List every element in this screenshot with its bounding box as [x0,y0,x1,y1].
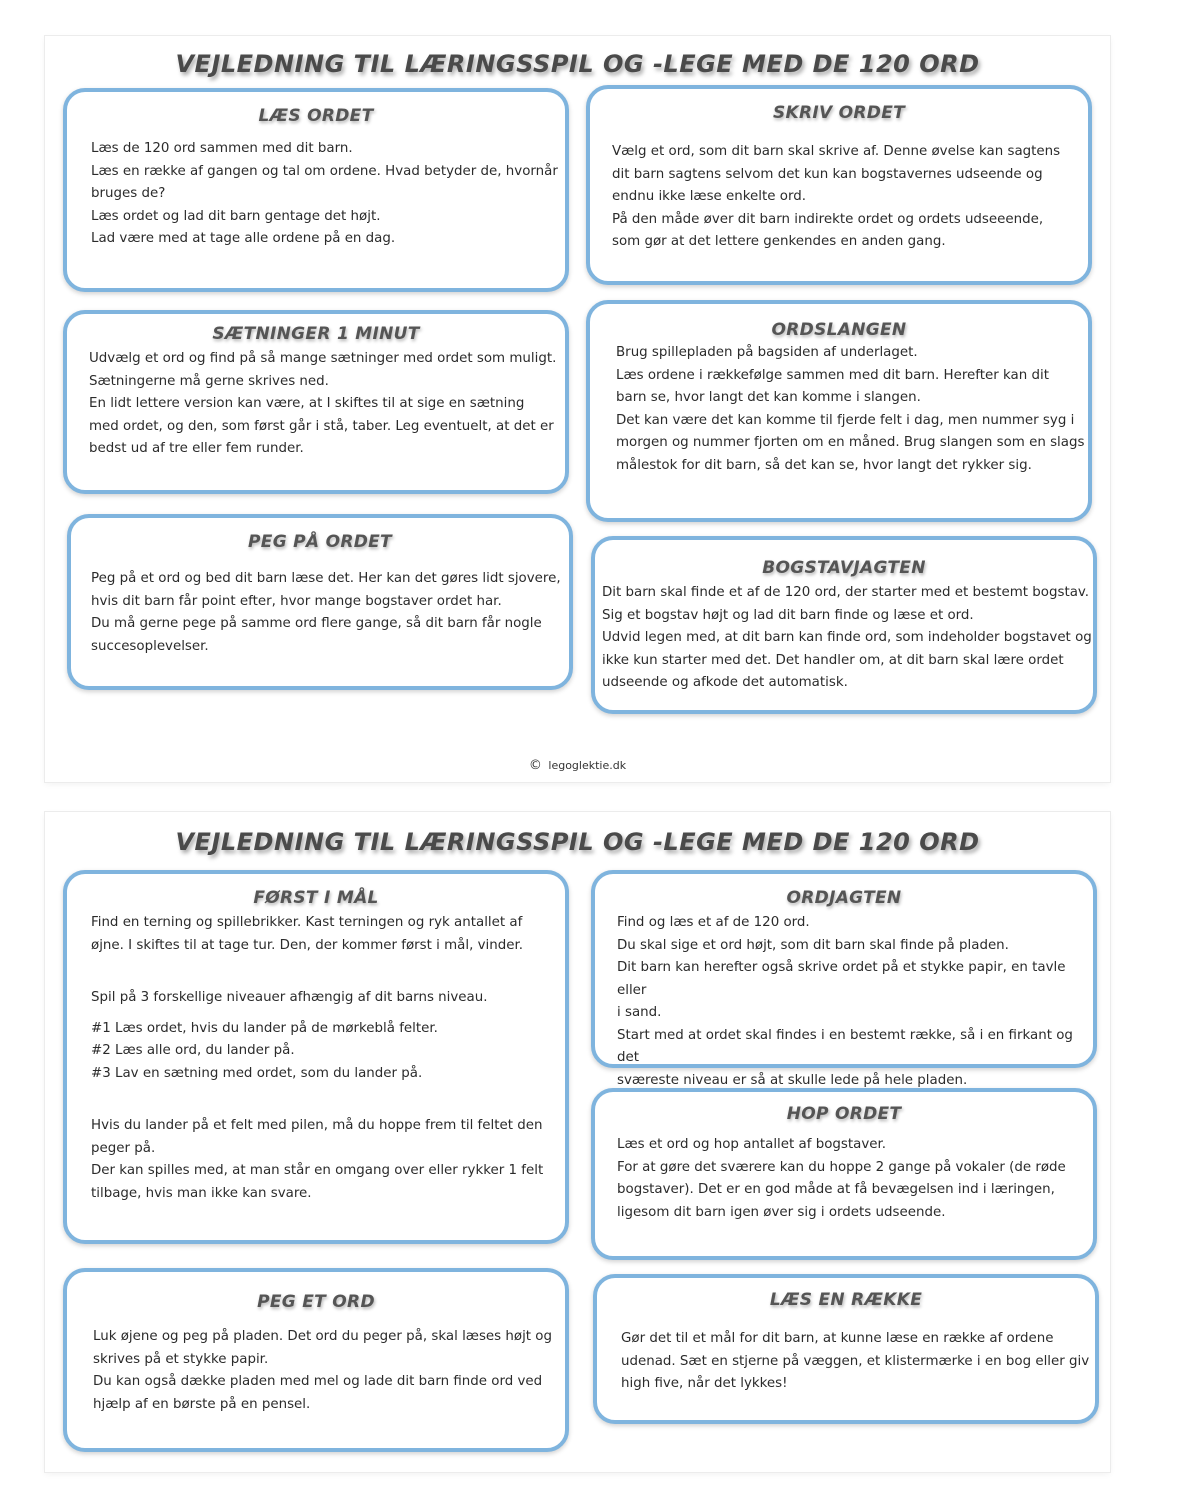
copyright-icon: © [528,758,542,773]
card-title: PEG PÅ ORDET [248,532,392,552]
card-line: målestok for dit barn, så det kan se, hvor langt det rykker sig. [616,457,1032,473]
guide-page-2 [45,812,1110,1472]
card-line: Gør det til et mål for dit barn, at kunne læse en række af ordene [621,1331,1054,1346]
card-title: BOGSTAVJAGTEN [762,558,926,578]
card-title: ORDJAGTEN [786,888,902,908]
card-title: SÆTNINGER 1 MINUT [212,324,420,344]
card-body [71,552,569,658]
card-line: Læs et ord og hop antallet af bogstaver. [617,1137,887,1152]
card-line: Du må gerne pege på samme ord flere gange, så dit barn får nogle [91,616,542,631]
card-bogstavjagten [591,536,1097,714]
card-line: high five, når det lykkes! [621,1376,788,1391]
card-line: succesoplevelser. [91,638,209,654]
card-body [595,578,1093,695]
card-line: tilbage, hvis man ikke kan svare. [91,1185,312,1201]
card-line: På den måde øver dit barn indirekte ordet og ordets udseeende, [612,211,1044,227]
card-body [595,908,1093,1092]
card-title: SKRIV ORDET [772,103,906,123]
card-line: hvis dit barn får point efter, hvor mange bogstaver ordet har. [91,593,502,609]
card-ordslangen [586,300,1092,522]
card-body [67,344,565,461]
card-peg-et-ord [63,1268,569,1452]
card-line: Læs ordet og lad dit barn gentage det højt. [91,208,381,224]
card-line: øjne. I skiftes til at tage tur. Den, der kommer først i mål, vinder. [91,937,524,953]
card-line: Læs de 120 ord sammen med dit barn. [91,141,353,156]
card-body [67,126,565,251]
card-line: Læs ordene i rækkefølge sammen med dit barn. Herefter kan dit [616,367,1049,383]
card-line: Du skal sige et ord højt, som dit barn skal finde på pladen. [617,937,1009,953]
card-body [595,1124,1093,1224]
card-line: Spil på 3 forskellige niveauer afhængig af dit barns niveau. [91,990,488,1005]
card-line: Dit barn kan herefter også skrive ordet på et stykke papir, en tavle eller [617,960,1066,998]
card-line: skrives på et stykke papir. [93,1351,269,1367]
card-line: endnu ikke læse enkelte ord. [612,189,806,204]
card-title: FØRST I MÅL [253,888,379,908]
card-line: ligesom dit barn igen øver sig i ordets udseende. [617,1204,946,1220]
card-line: Sig et bogstav højt og lad dit barn finde og læse et ord. [602,607,974,623]
card-body [67,908,565,1205]
paragraph-gap [91,957,565,987]
card-line: Vælg et ord, som dit barn skal skrive af. Denne øvelse kan sagtens [612,144,1061,159]
card-line: dit barn sagtens selvom det kun kan bogstavernes udseende og [612,166,1043,182]
card-line: udenad. Sæt en stjerne på væggen, et klistermærke i en bog eller giv [621,1353,1090,1369]
card-line: Det kan være det kan komme til fjerde felt i dag, men nummer syg i [616,412,1075,428]
card-line: morgen og nummer fjorten om en måned. Brug slangen som en slags [616,435,1085,450]
card-line: bedst ud af tre eller fem runder. [89,441,304,456]
card-laes-ordet [63,88,569,292]
card-laes-en-raekke [593,1274,1099,1424]
page-title: VEJLEDNING TIL LÆRINGSSPIL OG -LEGE MED DE 120 ORD [175,50,980,78]
card-line: Læs en række af gangen og tal om ordene. Hvad betyder de, hvornår [91,163,558,179]
card-body [597,1310,1095,1396]
card-line: i sand. [617,1005,662,1020]
card-skriv-ordet [586,85,1092,285]
card-line: sværeste niveau er så at skulle lede på hele pladen. [617,1072,968,1088]
card-saetninger-1-minut [63,310,569,494]
card-title: LÆS ORDET [258,106,374,126]
card-foerst-i-maal [63,870,569,1244]
card-line: For at gøre det sværere kan du hoppe 2 gange på vokaler (de røde [617,1159,1066,1175]
card-peg-paa-ordet [67,514,573,690]
footer-site: legoglektie.dk [548,759,627,772]
card-body [590,123,1088,254]
card-line: Du kan også dække pladen med mel og lade dit barn finde ord ved [93,1374,543,1389]
card-body [590,340,1088,477]
card-line: Find en terning og spillebrikker. Kast terningen og ryk antallet af [91,915,523,930]
card-title: PEG ET ORD [257,1292,375,1312]
card-body [67,1312,565,1416]
card-line: Peg på et ord og bed dit barn læse det. Her kan det gøres lidt sjovere, [91,571,561,586]
card-line: barn se, hvor langt det kan komme i slangen. [616,390,921,405]
card-line: Lad være med at tage alle ordene på en dag. [91,231,396,246]
card-title: LÆS EN RÆKKE [769,1290,923,1310]
card-line: peger på. [91,1140,156,1156]
card-line: #3 Lav en sætning med ordet, som du lander på. [91,1065,423,1081]
card-line: Start med at ordet skal findes i en bestemt række, så i en firkant og det [617,1027,1073,1065]
card-line: Luk øjene og peg på pladen. Det ord du peger på, skal læses højt og [93,1329,552,1344]
card-line: Udvid legen med, at dit barn kan finde ord, som indeholder bogstavet og [602,630,1092,645]
card-hop-ordet [591,1088,1097,1260]
card-line: udseende og afkode det automatisk. [602,675,848,690]
card-title: ORDSLANGEN [771,320,907,340]
paragraph-gap [91,1085,565,1115]
page-title: VEJLEDNING TIL LÆRINGSSPIL OG -LEGE MED DE 120 ORD [175,828,980,856]
card-line: Dit barn skal finde et af de 120 ord, der starter med et bestemt bogstav. [602,585,1090,600]
card-line: Brug spillepladen på bagsiden af underlaget. [616,345,918,360]
card-line: #2 Læs alle ord, du lander på. [91,1043,295,1058]
card-line: hjælp af en børste på en pensel. [93,1396,311,1412]
guide-page-1 [45,36,1110,782]
card-line: Find og læs et af de 120 ord. [617,915,810,930]
card-line: Udvælg et ord og find på så mange sætninger med ordet som muligt. [89,351,557,366]
card-line: Hvis du lander på et felt med pilen, må du hoppe frem til feltet den [91,1118,543,1133]
card-line: Sætningerne må gerne skrives ned. [89,373,329,389]
card-ordjagten [591,870,1097,1088]
card-line: som gør at det lettere genkendes en anden gang. [612,234,946,249]
card-line: bruges de? [91,186,166,201]
card-line: ikke kun starter med det. Det handler om, at dit barn skal lære ordet [602,652,1064,668]
card-title: HOP ORDET [786,1104,902,1124]
footer [45,758,1110,773]
card-line: #1 Læs ordet, hvis du lander på de mørkeblå felter. [91,1020,438,1036]
card-line: bogstaver). Det er en god måde at få bevægelsen ind i læringen, [617,1182,1055,1197]
card-line: med ordet, og den, som først går i stå, taber. Leg eventuelt, at det er [89,418,554,434]
card-line: En lidt lettere version kan være, at I skiftes til at sige en sætning [89,396,525,411]
card-line: Der kan spilles med, at man står en omgang over eller rykker 1 felt [91,1163,544,1178]
